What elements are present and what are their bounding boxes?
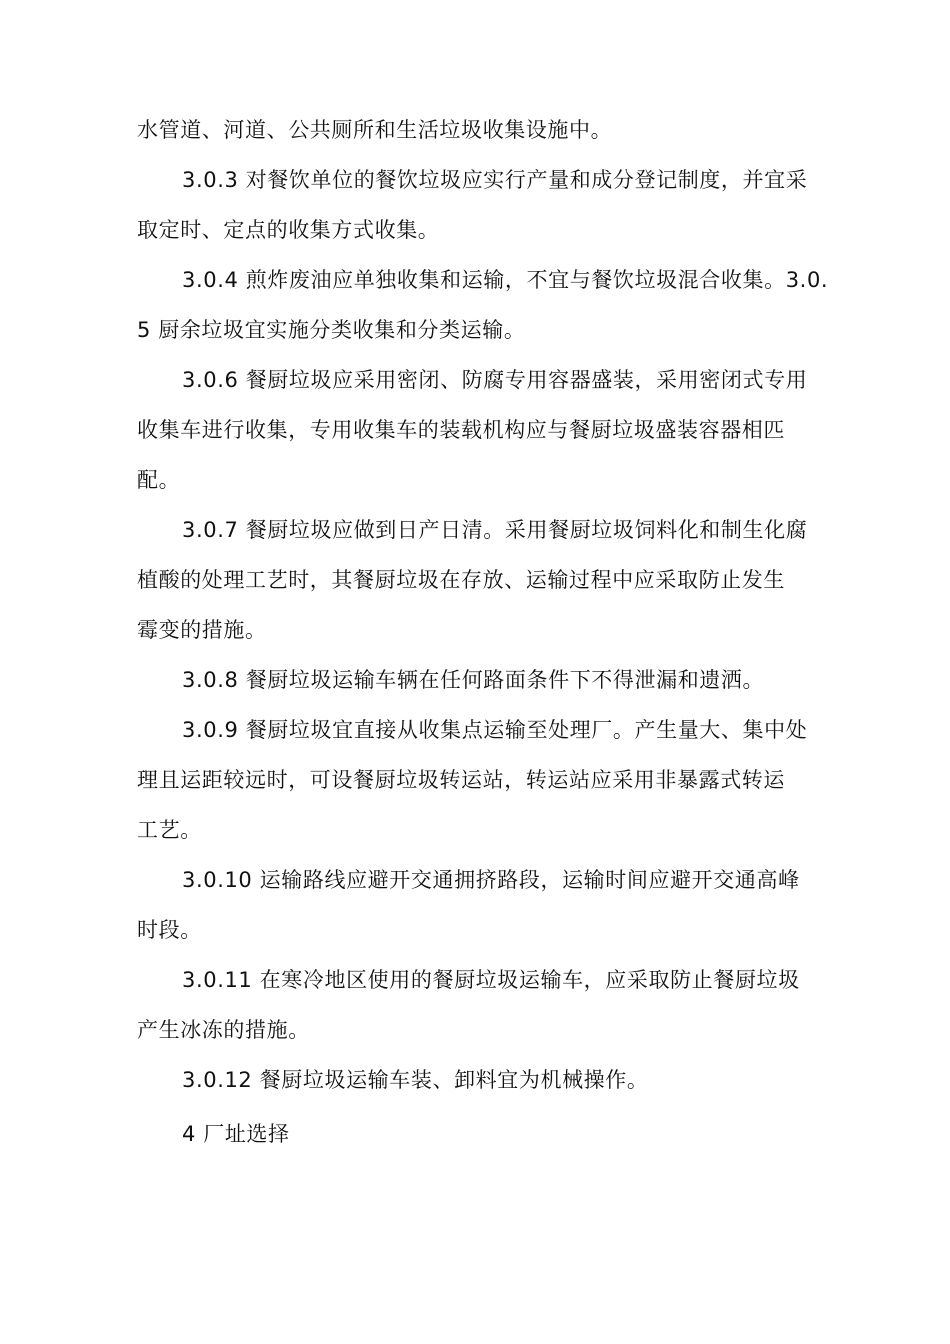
text-line: 收集车进行收集，专用收集车的装载机构应与餐厨垃圾盛装容器相匹	[137, 418, 785, 442]
text-line: 取定时、定点的收集方式收集。	[137, 218, 440, 242]
clause-3-0-3: 3.0.3 对餐饮单位的餐饮垃圾应实行产量和成分登记制度，并宜采	[182, 168, 808, 192]
text-line: 理且运距较远时，可设餐厨垃圾转运站，转运站应采用非暴露式转运	[137, 768, 785, 792]
clause-3-0-11: 3.0.11 在寒冷地区使用的餐厨垃圾运输车，应采取防止餐厨垃圾	[182, 968, 800, 992]
text-line: 时段。	[137, 918, 202, 942]
clause-3-0-9: 3.0.9 餐厨垃圾宜直接从收集点运输至处理厂。产生量大、集中处	[182, 718, 808, 742]
clause-3-0-7: 3.0.7 餐厨垃圾应做到日产日清。采用餐厨垃圾饲料化和制生化腐	[182, 518, 808, 542]
text-line: 霉变的措施。	[137, 618, 267, 642]
text-line: 工艺。	[137, 818, 202, 842]
clause-3-0-4: 3.0.4 煎炸废油应单独收集和运输，不宜与餐饮垃圾混合收集。3.0.	[182, 268, 829, 292]
clause-3-0-6: 3.0.6 餐厨垃圾应采用密闭、防腐专用容器盛装，采用密闭式专用	[182, 368, 808, 392]
clause-3-0-5: 5 厨余垃圾宜实施分类收集和分类运输。	[137, 318, 526, 342]
clause-3-0-8: 3.0.8 餐厨垃圾运输车辆在任何路面条件下不得泄漏和遗洒。	[182, 668, 765, 692]
clause-3-0-12: 3.0.12 餐厨垃圾运输车装、卸料宜为机械操作。	[182, 1068, 649, 1092]
section-heading: 4 厂址选择	[182, 1122, 290, 1146]
text-line: 植酸的处理工艺时，其餐厨垃圾在存放、运输过程中应采取防止发生	[137, 568, 785, 592]
clause-3-0-10: 3.0.10 运输路线应避开交通拥挤路段，运输时间应避开交通高峰	[182, 868, 800, 892]
text-line: 产生冰冻的措施。	[137, 1018, 310, 1042]
text-line: 水管道、河道、公共厕所和生活垃圾收集设施中。	[137, 118, 613, 142]
text-line: 配。	[137, 468, 181, 492]
